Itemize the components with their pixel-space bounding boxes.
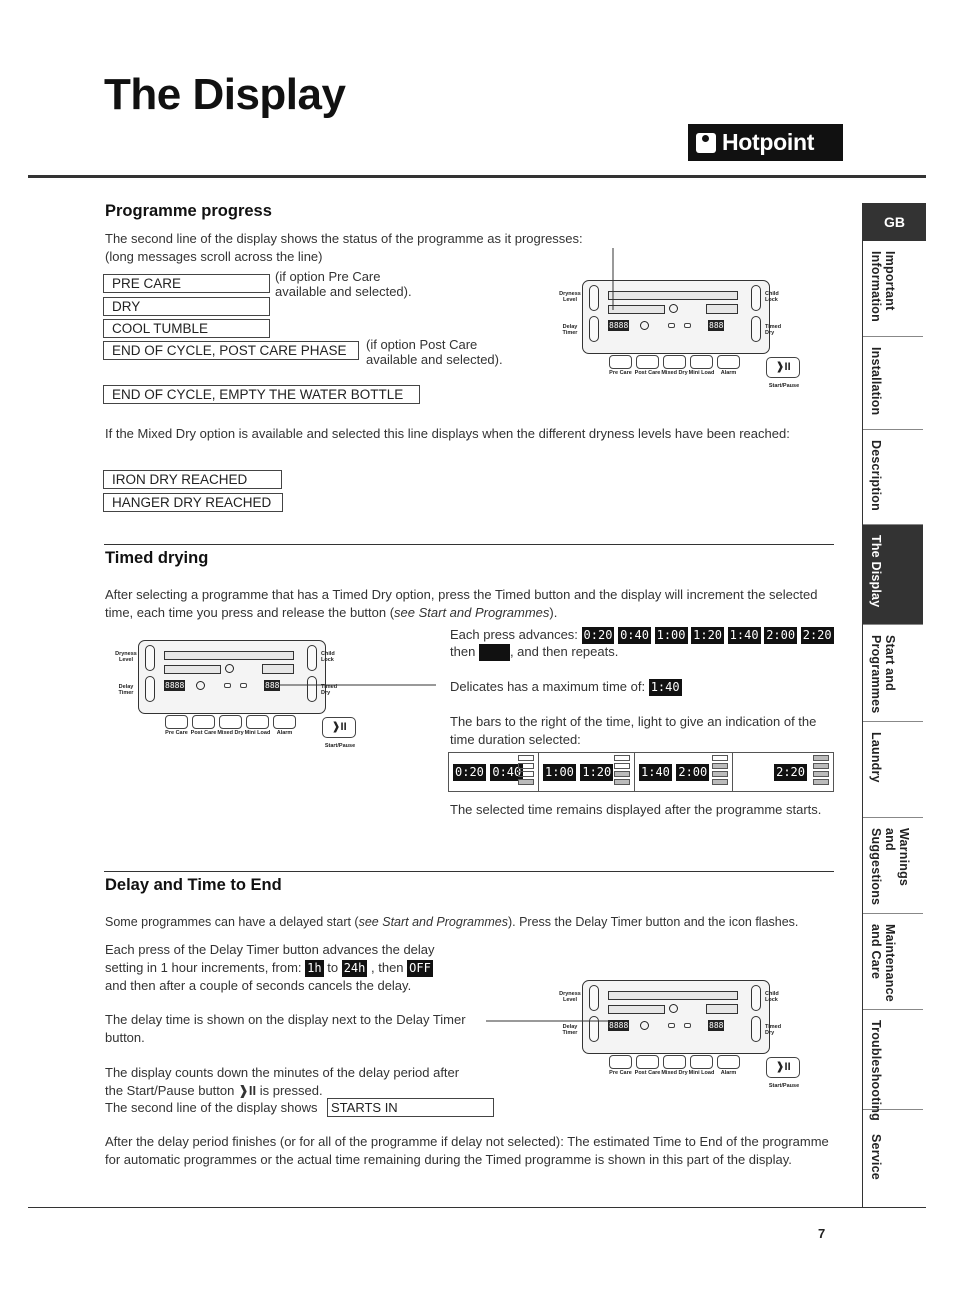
pre-care-label: Pre Care xyxy=(609,1070,632,1076)
text-line: Each press of the Delay Timer button advances the delay xyxy=(105,942,435,957)
mixed-dry-button xyxy=(663,355,686,369)
level-bars xyxy=(518,755,534,787)
delay-digits: 8888 xyxy=(609,321,629,330)
side-nav-label: Installation xyxy=(869,347,883,416)
indicator-dot xyxy=(684,323,691,328)
time-2-00: 2:00 xyxy=(766,628,796,643)
level-bars xyxy=(712,755,728,787)
bar-time: 0:20 xyxy=(455,764,484,779)
repeats-label: , and then repeats. xyxy=(509,644,619,659)
mini-load-button xyxy=(690,355,713,369)
alarm-label: Alarm xyxy=(720,1070,737,1076)
programme-progress-heading: Programme progress xyxy=(105,202,272,220)
side-nav-start-and-programmes[interactable] xyxy=(863,625,923,722)
message-hanger-dry: HANGER DRY REACHED xyxy=(103,493,283,512)
callout-line xyxy=(280,678,440,692)
note-line: (if option Pre Care xyxy=(275,269,381,284)
page-number: 7 xyxy=(818,1226,826,1241)
intro-text: ). Press the Delay Timer button and the icon flashes. xyxy=(507,915,799,929)
to-label: to xyxy=(327,960,339,975)
time-bar-group xyxy=(449,753,539,791)
bar-time: 1:00 xyxy=(545,764,574,779)
delicates-label: Delicates has a maximum time of: xyxy=(450,679,646,694)
pre-care-note xyxy=(275,269,412,299)
pre-care-button xyxy=(609,1055,632,1069)
side-nav-description[interactable] xyxy=(863,430,923,525)
post-care-label: Post Care xyxy=(634,370,661,376)
delay-digits: 8888 xyxy=(165,681,185,690)
alarm-label: Alarm xyxy=(720,370,737,376)
language-tab[interactable]: GB xyxy=(863,203,926,241)
alarm-button xyxy=(273,715,296,729)
start-pause-button: ❱II xyxy=(766,1057,800,1078)
mixed-dry-button xyxy=(219,715,242,729)
message-dry: DRY xyxy=(103,297,270,316)
bar-time: 1:20 xyxy=(582,764,612,779)
pre-care-button xyxy=(609,355,632,369)
message-starts-in: STARTS IN xyxy=(327,1098,494,1117)
indicator-dot xyxy=(240,683,247,688)
dryness-icon xyxy=(225,664,234,673)
brand-name: Hotpoint xyxy=(722,129,815,155)
remains-text: The selected time remains displayed after the programme starts. xyxy=(450,802,822,817)
bar-time: 0:40 xyxy=(492,764,522,779)
side-nav-label: Warnings and Suggestions xyxy=(869,828,911,906)
delay-timer-label: Delay Timer xyxy=(118,684,134,696)
mini-load-label: Mini Load xyxy=(688,370,715,376)
side-nav-label: Service xyxy=(869,1134,883,1180)
time-digits: 888 xyxy=(709,1021,724,1030)
delay-to-value: 24h xyxy=(343,961,366,976)
delicates-max-time: 1:40 xyxy=(650,680,680,695)
child-lock-pill xyxy=(751,985,761,1011)
time-1-20: 1:20 xyxy=(693,628,723,643)
indicator-dot xyxy=(684,1023,691,1028)
mixed-dry-button xyxy=(663,1055,686,1069)
time-bar-group xyxy=(733,753,833,791)
start-pause-button: ❱II xyxy=(322,717,356,738)
post-care-label: Post Care xyxy=(190,730,217,736)
time-bar-group xyxy=(635,753,733,791)
message-pre-care: PRE CARE xyxy=(103,274,270,293)
side-nav-troubleshooting[interactable] xyxy=(863,1010,923,1121)
side-nav-label: The Display xyxy=(869,535,883,608)
delay-pill xyxy=(589,316,599,342)
delay-increments-text xyxy=(105,941,485,995)
message-end-post-care: END OF CYCLE, POST CARE PHASE xyxy=(103,341,359,360)
side-nav-label: Maintenance and Care xyxy=(869,924,897,1002)
time-bar-group xyxy=(539,753,635,791)
timed-dry-label: Timed Dry xyxy=(321,684,338,696)
start-pause-label: Start/Pause xyxy=(324,743,356,749)
side-nav-service[interactable] xyxy=(863,1110,923,1207)
side-nav-label: Laundry xyxy=(869,732,883,783)
each-press-row xyxy=(450,626,840,644)
message-cool-tumble: COOL TUMBLE xyxy=(103,319,270,338)
note-line: available and selected). xyxy=(275,284,412,299)
dryness-pill xyxy=(589,285,599,311)
delay-shown-text: The delay time is shown on the display next to the Delay Timer button. xyxy=(105,1012,466,1045)
text-fragment: the Start/Pause button xyxy=(105,1083,235,1098)
delay-off-value: OFF xyxy=(409,961,431,976)
time-bars-table xyxy=(448,752,834,792)
bars-indicator xyxy=(706,304,738,314)
mini-load-label: Mini Load xyxy=(244,730,271,736)
side-nav-label: Important Information xyxy=(869,251,897,322)
bars-text: The bars to the right of the time, light to give an indication of the time duration selected: xyxy=(450,714,817,747)
delay-icon xyxy=(640,1021,649,1030)
mixed-dry-label: Mixed Dry xyxy=(661,1070,688,1076)
then-row xyxy=(450,643,618,661)
control-panel-diagram xyxy=(112,640,372,770)
pre-care-button xyxy=(165,715,188,729)
time-digits: 888 xyxy=(265,681,280,690)
mini-load-button xyxy=(246,715,269,729)
side-nav-warnings-and-suggestions[interactable] xyxy=(863,818,923,914)
post-care-button xyxy=(636,355,659,369)
delay-digits: 8888 xyxy=(609,1021,629,1030)
header-divider xyxy=(28,175,926,178)
control-panel-diagram xyxy=(556,280,816,410)
delay-icon xyxy=(196,681,205,690)
delay-from-value: 1h xyxy=(307,961,322,976)
side-nav-the-display[interactable] xyxy=(863,525,923,625)
dryness-level-label: Dryness Level xyxy=(115,651,137,663)
bar-time: 2:20 xyxy=(776,764,805,779)
level-bar xyxy=(608,1005,665,1014)
post-care-note xyxy=(366,337,503,367)
timed-dry-pill xyxy=(751,316,761,342)
time-digits: 888 xyxy=(709,321,724,330)
post-care-button xyxy=(636,1055,659,1069)
intro-line: (long messages scroll across the line) xyxy=(105,249,323,264)
pre-care-label: Pre Care xyxy=(609,370,632,376)
time-2-20: 2:20 xyxy=(802,628,832,643)
timed-dry-pill xyxy=(751,1016,761,1042)
mini-load-button xyxy=(690,1055,713,1069)
text-line: The display counts down the minutes of the delay period after xyxy=(105,1065,460,1080)
time-1-40: 1:40 xyxy=(729,628,759,643)
mini-load-label: Mini Load xyxy=(688,1070,715,1076)
hotpoint-logo-icon xyxy=(696,133,716,153)
side-nav-maintenance-and-care[interactable] xyxy=(863,914,923,1010)
text-line-bar xyxy=(608,991,738,1000)
intro-reference: see Start and Programmes xyxy=(394,605,550,620)
timed-drying-heading: Timed drying xyxy=(105,549,209,567)
timed-drying-intro xyxy=(105,586,835,622)
mixed-dry-label: Mixed Dry xyxy=(217,730,244,736)
note-line: (if option Post Care xyxy=(366,337,478,352)
delay-timer-label: Delay Timer xyxy=(562,1024,578,1036)
post-care-label: Post Care xyxy=(634,1070,661,1076)
programme-progress-intro xyxy=(105,230,645,266)
intro-text: Some programmes can have a delayed start ( xyxy=(105,915,359,929)
dryness-icon xyxy=(669,304,678,313)
timed-dry-label: Timed Dry xyxy=(765,324,782,336)
alarm-button xyxy=(717,1055,740,1069)
side-nav-important-information[interactable] xyxy=(863,241,923,337)
indicator-dot xyxy=(224,683,231,688)
text-line-bar xyxy=(164,651,294,660)
blank-display xyxy=(479,644,510,661)
intro-text: ). xyxy=(549,605,558,620)
mixed-dry-label: Mixed Dry xyxy=(661,370,688,376)
alarm-label: Alarm xyxy=(276,730,293,736)
delay-timer-label: Delay Timer xyxy=(562,324,578,336)
mixed-dry-text: If the Mixed Dry option is available and selected this line displays when the different dryness levels have been reached: xyxy=(105,426,790,441)
delicates-row xyxy=(450,678,682,696)
intro-reference: see Start and Programmes xyxy=(358,915,508,929)
delay-heading: Delay and Time to End xyxy=(105,876,282,894)
dryness-pill xyxy=(145,645,155,671)
side-nav-label: Troubleshooting xyxy=(869,1020,883,1121)
countdown-text xyxy=(105,1064,505,1100)
callout-line xyxy=(600,248,640,318)
level-bar xyxy=(164,665,221,674)
child-lock-label: Child Lock xyxy=(765,991,779,1003)
indicator-dot xyxy=(668,1023,675,1028)
timed-dry-label: Timed Dry xyxy=(765,1024,782,1036)
then-label: then xyxy=(450,644,476,659)
side-nav-installation[interactable] xyxy=(863,337,923,430)
level-bars xyxy=(813,755,829,787)
intro-text: After selecting a programme that has a Timed Dry option, press the Timed button and the display will increment the selected time, each time you press and release the button ( xyxy=(105,587,818,620)
bar-time: 2:00 xyxy=(678,764,708,779)
then-label: , then xyxy=(371,960,404,975)
section-divider xyxy=(104,544,834,545)
hotpoint-logo xyxy=(688,124,843,161)
side-nav-laundry[interactable] xyxy=(863,722,923,818)
pre-care-label: Pre Care xyxy=(165,730,188,736)
each-press-label: Each press advances: xyxy=(450,627,578,642)
start-pause-icon: ❱II xyxy=(238,1083,257,1098)
child-lock-pill xyxy=(307,645,317,671)
side-nav-label: Start and Programmes xyxy=(869,635,897,714)
bars-indicator xyxy=(706,1004,738,1014)
level-bars xyxy=(614,755,630,787)
section-divider xyxy=(104,871,834,872)
message-end-empty-bottle: END OF CYCLE, EMPTY THE WATER BOTTLE xyxy=(103,385,420,404)
text-fragment: is pressed. xyxy=(259,1083,323,1098)
child-lock-pill xyxy=(751,285,761,311)
child-lock-label: Child Lock xyxy=(765,291,779,303)
time-0-40: 0:40 xyxy=(620,628,649,643)
side-nav-label: Description xyxy=(869,440,883,511)
control-panel-diagram xyxy=(556,980,816,1110)
dryness-pill xyxy=(589,985,599,1011)
text-line: and then after a couple of seconds cancels the delay. xyxy=(105,978,412,994)
bar-time: 1:40 xyxy=(641,764,670,779)
dryness-level-label: Dryness Level xyxy=(559,991,581,1003)
start-pause-label: Start/Pause xyxy=(768,383,800,389)
from-label: setting in 1 hour increments, from: xyxy=(105,960,302,975)
delay-pill xyxy=(145,676,155,702)
start-pause-label: Start/Pause xyxy=(768,1083,800,1089)
page-title: The Display xyxy=(104,70,346,119)
bars-indicator xyxy=(262,664,294,674)
delay-intro xyxy=(105,913,845,931)
time-1-00: 1:00 xyxy=(656,628,686,643)
note-line: available and selected). xyxy=(366,352,503,367)
time-0-20: 0:20 xyxy=(583,628,613,643)
footer-divider xyxy=(28,1207,926,1208)
dryness-level-label: Dryness Level xyxy=(559,291,581,303)
text-line xyxy=(105,959,485,977)
second-line-text: The second line of the display shows xyxy=(105,1100,318,1115)
message-iron-dry: IRON DRY REACHED xyxy=(103,470,282,489)
child-lock-label: Child Lock xyxy=(321,651,335,663)
intro-line: The second line of the display shows the status of the programme as it progresses: xyxy=(105,231,583,246)
after-delay-text: After the delay period finishes (or for all of the programme if delay not selected): The estimated Time to End of the programme for automatic programmes or the actual time remaining during the Timed programme is shown in this part of the display. xyxy=(105,1134,829,1167)
dryness-icon xyxy=(669,1004,678,1013)
callout-line xyxy=(486,1014,616,1028)
indicator-dot xyxy=(668,323,675,328)
start-pause-button: ❱II xyxy=(766,357,800,378)
alarm-button xyxy=(717,355,740,369)
post-care-button xyxy=(192,715,215,729)
delay-icon xyxy=(640,321,649,330)
